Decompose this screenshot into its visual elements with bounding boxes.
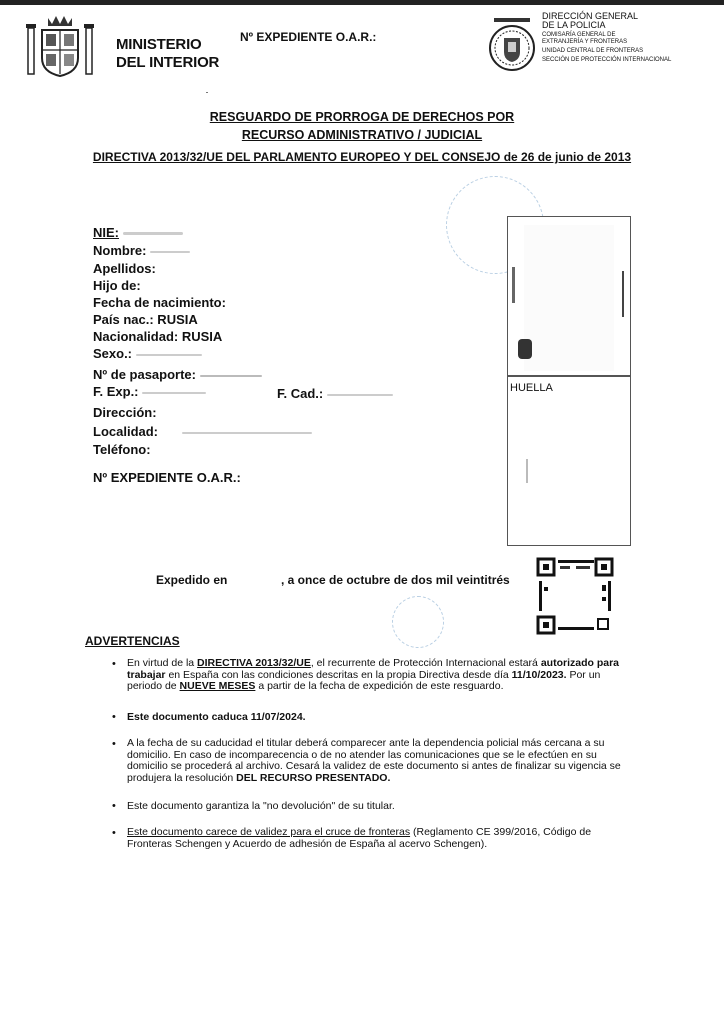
bullet-dot: • [112,658,116,670]
field-fecha-expedicion: F. Exp.: [93,384,206,399]
warning-1: En virtud de la DIRECTIVA 2013/32/UE, el recurrente de Protección Internacional estará autorizado para trabajar en España con las condiciones descritas en la propia Directiva desde día 11/10/2023. Por un periodo de NUEVE MESES a partir de la fecha de expedición de este resguardo. [127,657,619,692]
field-pais-nacimiento: País nac.: RUSIA [93,312,198,327]
ministry-name: MINISTERIO DEL INTERIOR [116,36,220,71]
field-nie: NIE: [93,225,183,240]
fingerprint-label: HUELLA [510,382,553,394]
bullet-dot: • [112,827,116,839]
field-direccion: Dirección: [93,405,157,420]
field-sexo: Sexo.: [93,346,202,361]
warning-4: Este documento garantiza la "no devolución" de su titular. [127,800,395,812]
qr-code-icon [536,557,614,635]
field-fecha-caducidad: F. Cad.: [277,386,393,401]
speck [206,92,208,93]
field-nombre: Nombre: [93,243,190,258]
photo-box [507,216,631,376]
coat-of-arms-icon [22,14,98,80]
field-apellidos: Apellidos: [93,261,156,276]
title-line-2: RECURSO ADMINISTRATIVO / JUDICIAL [241,128,483,142]
bullet-dot: • [112,738,116,750]
field-telefono: Teléfono: [93,442,151,457]
field-nacionalidad: Nacionalidad: RUSIA [93,329,223,344]
warnings-title: ADVERTENCIAS [85,634,180,648]
fingerprint-mark [526,459,528,483]
bullet-dot: • [112,800,116,812]
issued-in-label: Expedido en [156,573,228,587]
field-hijo-de: Hijo de: [93,278,141,293]
police-directorate-text: DIRECCIÓN GENERAL DE LA POLICIA COMISARÍA GENERAL DE EXTRANJERÍA Y FRONTERAS UNIDAD CENTRAL DE FRONTERAS SECCIÓN DE PROTECCIÓN INTERNACIONAL [542,11,672,63]
field-expediente: Nº EXPEDIENTE O.A.R.: [93,470,241,485]
fingerprint-box [507,376,631,546]
issued-date-text: , a once de octubre de dos mil veintitrés [281,573,510,587]
photo-edge-mark [518,339,532,359]
photo-edge-mark [622,271,624,317]
warning-2: Este documento caduca 11/07/2024. [127,711,306,723]
warning-3: A la fecha de su caducidad el titular deberá comparecer ante la dependencia policial más cercana a su domicilio. En caso de incomparecencia o de no atender las comunicaciones que se le efectúen en su domicilio se procederá al archivo. Cesará la validez de este documento si antes de finalizar su vigencia se produjera la resolución DEL RECURSO PRESENTADO. [127,737,621,784]
header-expediente-label: Nº EXPEDIENTE O.A.R.: [240,30,377,44]
field-pasaporte: Nº de pasaporte: [93,367,262,382]
directive-title: DIRECTIVA 2013/32/UE DEL PARLAMENTO EUROPEO Y DEL CONSEJO de 26 de junio de 2013 [92,150,632,164]
stamp-watermark [392,596,444,648]
field-fecha-nacimiento: Fecha de nacimiento: [93,295,226,310]
field-localidad: Localidad: [93,424,312,439]
warning-5: Este documento carece de validez para el cruce de fronteras (Reglamento CE 399/2016, Código de Fronteras Schengen y Acuerdo de adhesión de España al acervo Schengen). [127,826,592,850]
bullet-dot: • [112,711,116,723]
photo-edge-mark [512,267,515,303]
police-emblem-icon [486,14,538,72]
photo-redacted-area [524,225,614,371]
top-border-line [0,0,724,5]
title-line-1: RESGUARDO DE PRORROGA DE DERECHOS POR [209,110,515,124]
